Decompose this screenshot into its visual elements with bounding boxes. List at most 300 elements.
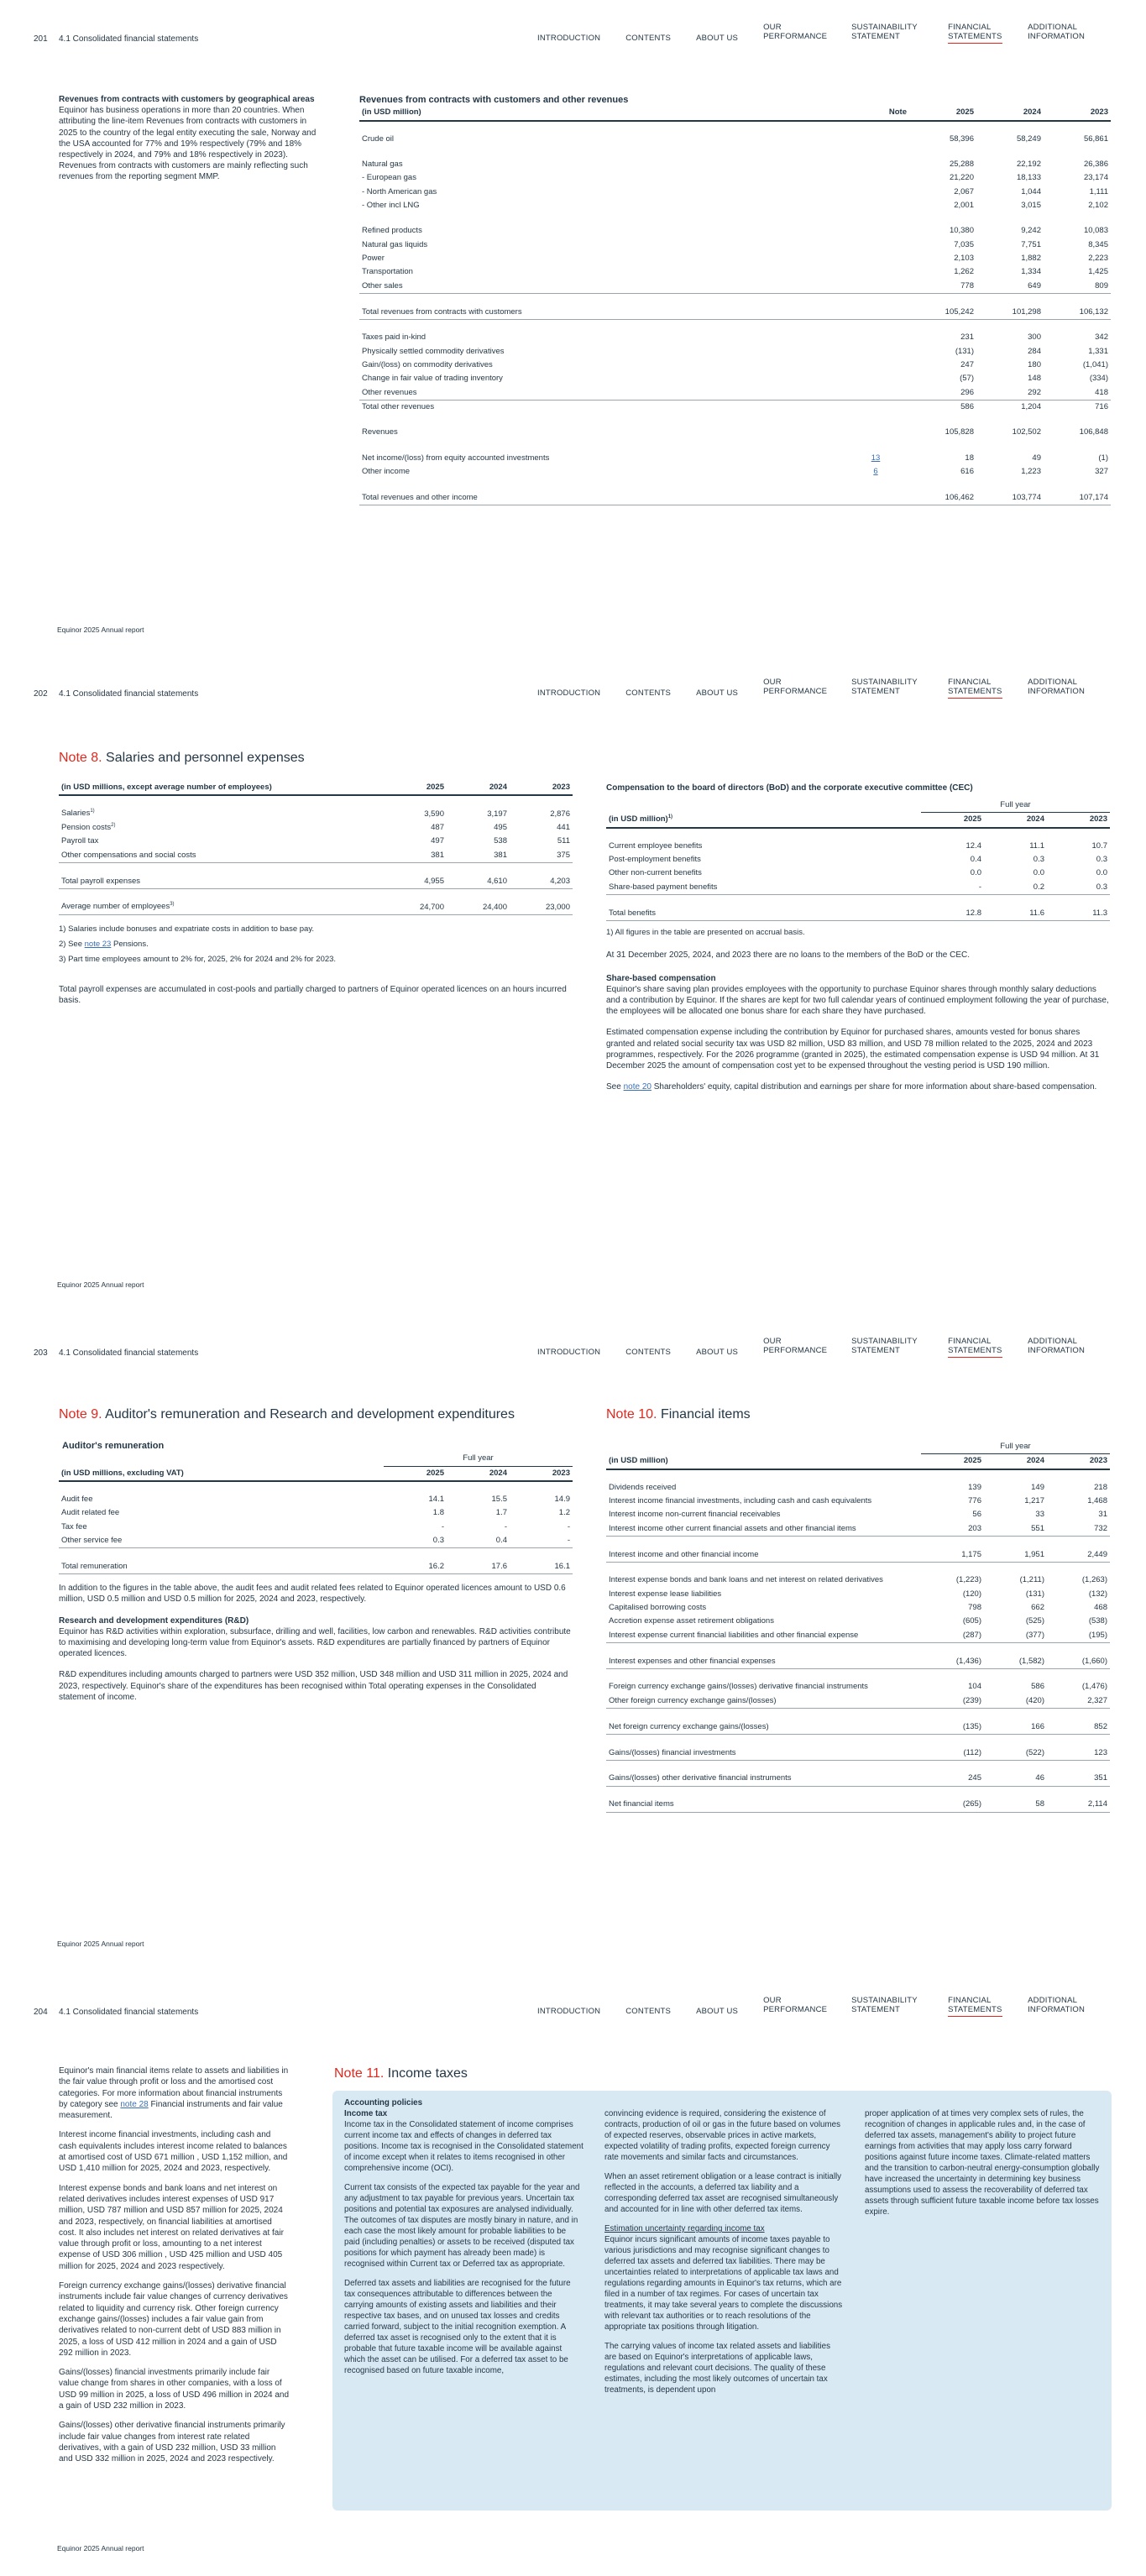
fin-text-5: Gains/(losses) financial investments primarily include fair value change from shares in other companies, with a loss of USD 99 million in 2025, a loss of USD 496 million in 2024 and a gain of USD 232 million in 2023. (59, 2368, 290, 2411)
tax-text-5: When an asset retirement obligation or a lease contract is initially reflected in the accounts, a deferred tax liability and a corresponding deferred tax asset are recognised simultaneously and accounted for in line with other deferred tax items. (604, 2172, 842, 2215)
cell-value: 292 (976, 386, 1044, 401)
cell-value: (1,660) (1047, 1655, 1110, 1669)
cell-value: 22,192 (1016, 159, 1041, 169)
row-label: Share-based payment benefits (606, 881, 921, 895)
footnote-3: 3) Part time employees amount to 2% for, 2025, 2% for 2024 and 2% for 2023. (59, 954, 337, 964)
note-header: Note (842, 106, 909, 120)
row-label: Transportation (362, 267, 413, 277)
cell-value: 495 (494, 823, 507, 832)
cell-value: 106,848 (1079, 427, 1108, 437)
row-label: Dividends received (609, 1482, 677, 1492)
geo-text: Equinor has business operations in more than 20 countries. When attributing the line-item Revenues from contracts with customers in 2025 to the country of the legal entity executing the sale, Norway and the USA accounted for 77% and 19% respectively (79% and 18% respectively in 2024, and 79% and 18% respectively in 2023). Revenues from contracts with customers are mainly reflecting such revenues from the reporting segment MMP. (59, 106, 317, 182)
year-header: 2024 (447, 781, 510, 795)
spacer-row (59, 1548, 573, 1560)
cell-value: (132) (1088, 1589, 1107, 1599)
table-row (359, 345, 1111, 359)
cell-value: 809 (1044, 280, 1111, 294)
row-label: Salaries$^{1)}$ (61, 809, 95, 819)
table-row (606, 1720, 1110, 1735)
cell-value: 7,751 (1021, 239, 1041, 249)
table-row (59, 1534, 573, 1548)
geo-title: Revenues from contracts with customers by geographical areas (59, 95, 315, 104)
table-row (606, 1573, 1110, 1587)
nav-sustainability-statement[interactable]: SUSTAINABILITY STATEMENT (851, 1996, 918, 2014)
page-number: 203 (34, 1348, 48, 1358)
row-label: Change in fair value of trading inventory (362, 374, 503, 384)
cell-value (842, 252, 909, 265)
spacer-row (606, 1469, 1110, 1481)
cell-value: 0.0 (1033, 868, 1044, 878)
cell-value: 166 (984, 1720, 1047, 1735)
cell-value: 14.1 (428, 1494, 444, 1504)
nav-our-performance[interactable]: OUR PERFORMANCE (763, 678, 828, 696)
table-row (606, 1495, 1110, 1508)
note-title: Auditor's remuneration and Research and development expenditures (105, 1407, 515, 1422)
cell-value: (377) (984, 1629, 1047, 1643)
cell-value (842, 426, 909, 439)
footer: Equinor 2025 Annual report (57, 626, 144, 634)
table-row (606, 1601, 1110, 1615)
nav-our-performance[interactable]: OUR PERFORMANCE (763, 23, 828, 41)
row-label: Current employee benefits (609, 840, 703, 851)
note-11-heading (334, 2066, 468, 2083)
spacer-row (606, 895, 1110, 907)
year-header: 2024 (976, 106, 1044, 120)
nav-introduction[interactable]: INTRODUCTION (537, 689, 601, 698)
row-label: Net foreign currency exchange gains/(losses) (606, 1720, 921, 1735)
cell-value: 0.3 (1047, 881, 1110, 895)
table-row (606, 1655, 1110, 1669)
year-header: 2024 (984, 1454, 1047, 1469)
row-label: Gains/(losses) other derivative financial instruments (606, 1772, 921, 1786)
cost-pool-text: Total payroll expenses are accumulated in cost-pools and partially charged to partners of Equinor operated licences on an hours incurred basis. (59, 985, 567, 1006)
row-label: Other compensations and social costs (59, 849, 384, 863)
cell-value: 231 (960, 332, 974, 343)
tax-text-8: proper application of at times very complex sets of rules, the recognition of changes in applicable rules and, in the case of deferred tax assets, management's ability to project future earnings from activities that may apply loss carry forward positions against future income taxes. Climate-related matters and the transition to carbon-neutral energy-consumption globally have increased the uncertainty in determining key business assumptions used to assess the recoverability of deferred tax assets through sufficient future taxable income before tax losses expire. (865, 2109, 1100, 2217)
table-row (59, 1560, 573, 1574)
nav-introduction[interactable]: INTRODUCTION (537, 34, 601, 43)
cell-value (842, 186, 909, 199)
row-label: Total revenues and other income (359, 491, 842, 505)
cell-value: 0.4 (970, 855, 981, 865)
table-row (59, 875, 573, 889)
cell-value: - (504, 1521, 507, 1531)
year-header: 2024 (984, 813, 1047, 828)
spacer-row (606, 1709, 1110, 1720)
year-header: 2025 (921, 813, 984, 828)
rd-text-2: R&D expenditures including amounts charged to partners were USD 352 million, USD 348 million and USD 311 million in 2025, 2024 and 2023, respectively. Equinor's share of the expenditures has been recognised within Total operating expenses in the Consolidated statement of income. (59, 1670, 568, 1702)
cell-value: 1,111 (1089, 186, 1108, 196)
nav-about-us[interactable]: ABOUT US (696, 34, 739, 43)
table-row (359, 359, 1111, 372)
cell-value: 649 (976, 280, 1044, 294)
cell-value: 14.9 (554, 1494, 570, 1504)
full-year-label: Full year (921, 1440, 1110, 1454)
table-row (359, 386, 1111, 401)
note-number: Note 11. (334, 2066, 385, 2081)
cell-value: 1,425 (1088, 267, 1108, 277)
cell-value: 852 (1047, 1720, 1110, 1735)
nav-our-performance[interactable]: OUR PERFORMANCE (763, 1337, 828, 1355)
table-row (359, 186, 1111, 199)
page-202 (0, 655, 1146, 1310)
nav-financial-statements[interactable]: FINANCIAL STATEMENTS (948, 1997, 1002, 2017)
row-label: Other service fee (59, 1534, 384, 1548)
cell-value: 148 (1028, 374, 1041, 384)
cell-value (842, 331, 909, 344)
nav-about-us[interactable]: ABOUT US (696, 2007, 739, 2016)
spacer-row (606, 1760, 1110, 1772)
note-23-link[interactable]: note 23 (84, 939, 112, 949)
cell-value (842, 345, 909, 359)
cell-value: (522) (984, 1746, 1047, 1761)
cell-value: 31 (1098, 1510, 1107, 1520)
accounting-policies-title: Accounting policies (344, 2098, 423, 2107)
spacer-row (59, 1481, 573, 1493)
cell-value: (605) (962, 1616, 981, 1626)
cell-value: 21,220 (949, 173, 974, 183)
unit-header: (in USD million) (359, 106, 842, 120)
row-label: Refined products (362, 226, 422, 236)
cell-value: 10,380 (949, 226, 974, 236)
cell-value (842, 306, 909, 320)
nav-contents[interactable]: CONTENTS (625, 34, 672, 43)
table-row (359, 199, 1111, 212)
nav-about-us[interactable]: ABOUT US (696, 1348, 739, 1357)
row-label: - North American gas (362, 186, 437, 196)
cell-value: (1,263) (1081, 1575, 1107, 1585)
cell-value: 284 (1028, 346, 1041, 356)
cell-value: 1,334 (1021, 267, 1041, 277)
cell-value: 0.3 (1033, 855, 1044, 865)
fin-text-4: Foreign currency exchange gains/(losses) derivative financial instruments include fair value changes of currency derivatives related to liquidity and currency risk. Other foreign currency exchange gains/(losses) includes a fair value gain from derivatives related to non-current debt of USD 883 million in 2025, a loss of USD 412 million in 2024 and a gain of USD 292 million in 2023. (59, 2281, 288, 2358)
cell-value: (420) (984, 1694, 1047, 1709)
row-label: Other revenues (359, 386, 842, 401)
spacer-row (359, 146, 1111, 158)
year-header: 2023 (1044, 106, 1111, 120)
table-row (606, 1772, 1110, 1786)
year-header: 2025 (384, 1466, 447, 1481)
note-link[interactable]: 6 (873, 467, 878, 477)
cell-value (842, 238, 909, 252)
row-label: Natural gas (362, 159, 403, 169)
row-label: - European gas (362, 173, 416, 183)
cell-value: 23,000 (510, 900, 573, 914)
unit-header: (in USD million)$^{1)}$ (606, 813, 921, 828)
cell-value: 586 (1031, 1682, 1044, 1692)
section-title: 4.1 Consolidated financial statements (59, 34, 199, 44)
cell-value: 24,700 (384, 900, 447, 914)
cell-value: 441 (557, 823, 570, 832)
cell-value: 351 (1047, 1772, 1110, 1786)
cell-value: 103,774 (976, 491, 1044, 505)
row-label: Interest income non-current financial receivables (609, 1510, 781, 1520)
spacer-row (606, 1537, 1110, 1548)
cell-value: 11.6 (984, 907, 1047, 921)
cell-value: 180 (1028, 360, 1041, 370)
row-label: Other sales (359, 280, 842, 294)
table-row (606, 853, 1110, 867)
tax-text-3: Deferred tax assets and liabilities are recognised for the future tax consequences attributable to differences between the carrying amounts of existing assets and liabilities and their respective tax bases, and on unused tax losses and credits carried forward, subject to the initial recognition exemption. A deferred tax asset is recognised only to the extent that it is probable that future taxable income will be available against which the asset can be utilised. For a deferred tax asset to be recognised based on future taxable income, (344, 2279, 571, 2376)
row-label: Power (362, 254, 385, 264)
nav-contents[interactable]: CONTENTS (625, 2007, 672, 2016)
cell-value: 10,083 (1083, 226, 1108, 236)
year-header: 2025 (921, 1454, 984, 1469)
row-label: Revenues (362, 427, 398, 437)
table-row (359, 452, 1111, 465)
row-label: Interest expense bonds and bank loans and net interest on related derivatives (609, 1575, 883, 1585)
full-year-label: Full year (921, 798, 1110, 813)
nav-introduction[interactable]: INTRODUCTION (537, 1348, 601, 1357)
cell-value: (1) (1098, 453, 1108, 463)
note-title: Income taxes (387, 2066, 468, 2081)
nav-financial-statements[interactable]: FINANCIAL STATEMENTS (948, 1338, 1002, 1358)
table-row (59, 849, 573, 863)
cell-value: 1,204 (1021, 402, 1041, 412)
nav-our-performance[interactable]: OUR PERFORMANCE (763, 1996, 828, 2014)
note-link[interactable]: 13 (871, 453, 881, 463)
tax-text-6: Equinor incurs significant amounts of income taxes payable to various jurisdictions and may recognise significant changes to deferred tax assets and deferred tax liabilities. There may be uncertainties related to interpretations of applicable tax laws and regulations regarding amounts in Equinor's tax returns, which are filed in a number of tax regimes. For cases of uncertain tax treatments, it may take several years to complete the discussions with relevant tax authorities or to reach resolutions of the appropriate tax positions through litigation. (604, 2235, 843, 2333)
table-row (359, 280, 1111, 294)
row-label: Average number of employees$^{3)}$ (59, 900, 384, 914)
cell-value: 102,502 (1012, 427, 1041, 437)
row-label: Interest expense lease liabilities (609, 1589, 722, 1599)
note-20-link[interactable]: note 20 (623, 1082, 651, 1092)
cell-value: 778 (909, 280, 976, 294)
cell-value (842, 491, 909, 505)
nav-financial-statements[interactable]: FINANCIAL STATEMENTS (948, 24, 1002, 44)
cell-value: 11.1 (1029, 840, 1044, 851)
cell-value: 381 (384, 849, 447, 863)
row-label: Net financial items (606, 1798, 921, 1812)
cell-value: 12.8 (921, 907, 984, 921)
row-label: Audit fee (61, 1494, 93, 1504)
full-year-label: Full year (384, 1452, 573, 1466)
tax-text-7: The carrying values of income tax related assets and liabilities are based on Equinor's interpretations of applicable laws, regulations and relevant court decisions. The quality of these estimates, including the most likely outcomes of uncertain tax treatments, is dependent upon (604, 2342, 831, 2395)
cell-value: 1,223 (1021, 467, 1041, 477)
table-row (359, 331, 1111, 344)
fin-text-1: Equinor's main financial items relate to assets and liabilities in the fair value through profit or loss and the amortised cost categories. For more information about financial instruments by category see note 28 Financial instruments and fair value measurement. (59, 2066, 289, 2121)
row-label: Other non-current benefits (609, 868, 702, 878)
cell-value: 7,035 (954, 239, 974, 249)
cell-value: 2,067 (954, 186, 974, 196)
cell-value: 2,103 (954, 254, 974, 264)
cell-value: 551 (984, 1522, 1047, 1537)
row-label: Total benefits (606, 907, 921, 921)
table-row (359, 306, 1111, 320)
cell-value: 342 (1095, 332, 1108, 343)
year-header: 2023 (1047, 1454, 1110, 1469)
nav-sustainability-statement[interactable]: SUSTAINABILITY STATEMENT (851, 1337, 918, 1355)
year-header: 2023 (1047, 813, 1110, 828)
note-8-heading (59, 750, 305, 767)
cell-value: 17.6 (447, 1560, 510, 1574)
spacer-row (606, 1562, 1110, 1573)
cell-value: 1,044 (1021, 186, 1041, 196)
cell-value (842, 158, 909, 171)
table-row (606, 1615, 1110, 1628)
fin-text-2: Interest income financial investments, including cash and cash equivalents includes interest income related to balances at amortised cost of USD 671 million , USD 1,152 million, and USD 1,410 million for 2025, 2024 and 2023, respectively. (59, 2130, 288, 2174)
cell-value: 0.4 (447, 1534, 510, 1548)
row-label: Tax fee (61, 1521, 87, 1531)
spacer-row (359, 414, 1111, 426)
cell-value: (265) (921, 1798, 984, 1812)
note-28-link[interactable]: note 28 (120, 2099, 149, 2109)
cell-value: 732 (1047, 1522, 1110, 1537)
auditor-text: In addition to the figures in the table above, the audit fees and audit related fees related to Equinor operated licences amount to USD 0.6 million, USD 0.5 million and USD 0.5 million for 2025, 2024 and 2023, respectively. (59, 1584, 566, 1605)
table-row (359, 224, 1111, 238)
row-label: Physically settled commodity derivatives (362, 346, 505, 356)
salaries-table (59, 781, 573, 915)
section-title: 4.1 Consolidated financial statements (59, 689, 199, 699)
table-row (606, 1798, 1110, 1812)
row-label: Other foreign currency exchange gains/(losses) (606, 1694, 921, 1709)
spacer-row (359, 440, 1111, 452)
page-number: 201 (34, 34, 48, 44)
page-number: 204 (34, 2008, 48, 2017)
table-row (606, 1694, 1110, 1709)
row-label: Interest income financial investments, including cash and cash equivalents (609, 1496, 872, 1506)
footer: Equinor 2025 Annual report (57, 2544, 144, 2552)
cell-value: 18 (965, 453, 974, 463)
cell-value: 56,861 (1083, 134, 1108, 144)
table-row (359, 491, 1111, 505)
cell-value: (1,223) (955, 1575, 981, 1585)
cell-value: 716 (1095, 402, 1108, 412)
table-row (606, 1548, 1110, 1563)
row-label: Audit related fee (61, 1508, 120, 1518)
cell-value: 381 (447, 849, 510, 863)
page-number: 202 (34, 689, 48, 699)
table-row (59, 1493, 573, 1506)
cell-value: 18,133 (1016, 173, 1041, 183)
cell-value: 776 (968, 1496, 981, 1506)
row-label: Other income (362, 467, 411, 477)
cell-value: 101,298 (976, 306, 1044, 320)
row-label: Total other revenues (362, 402, 435, 412)
cell-value: 3,197 (487, 809, 507, 819)
cell-value: 2,876 (550, 809, 570, 819)
fin-text-3: Interest expense bonds and bank loans and net interest on related derivatives includes interest expenses of USD 917 million, USD 787 million and USD 857 million for 2025, 2024 and 2023, respectively, on financial liabilities at amortised cost. It also includes net interest on related derivatives at fair value through profit or loss, amounting to a net interest expense of USD 306 million , USD 425 million and USD 405 million for 2025, 2024 and 2023 respectively. (59, 2183, 284, 2271)
cell-value: 2,449 (1047, 1548, 1110, 1563)
auditor-table (59, 1452, 573, 1574)
page-204 (0, 1973, 1146, 2576)
spacer-row (359, 479, 1111, 491)
table-row (606, 1629, 1110, 1643)
row-label: Crude oil (362, 134, 395, 144)
nav-additional-information[interactable]: ADDITIONAL INFORMATION (1028, 23, 1086, 41)
nav-sustainability-statement[interactable]: SUSTAINABILITY STATEMENT (851, 23, 918, 41)
cell-value: 25,288 (949, 159, 974, 169)
cell-value: 616 (960, 467, 974, 477)
row-label: Capitalised borrowing costs (609, 1603, 707, 1613)
note-number: Note 8. (59, 751, 102, 765)
tax-text-4: convincing evidence is required, considering the existence of contracts, production of oil or gas in the future based on volumes of expected reserves, observable prices in active markets, expected volatility of trading profits, expected foreign currency rate movements and similar facts and circumstances. (604, 2109, 841, 2163)
table-row (359, 133, 1111, 146)
cell-value: 300 (1028, 332, 1041, 343)
unit-header: (in USD millions, except average number of employees) (59, 781, 384, 795)
row-label: Net income/(loss) from equity accounted investments (362, 453, 550, 463)
cell-value: 4,610 (447, 875, 510, 889)
cell-value: (1,476) (1081, 1682, 1107, 1692)
nav-additional-information[interactable]: ADDITIONAL INFORMATION (1028, 1996, 1086, 2014)
cell-value: (538) (1088, 1616, 1107, 1626)
row-label: Interest income and other financial income (606, 1548, 921, 1563)
nav-additional-information[interactable]: ADDITIONAL INFORMATION (1028, 678, 1086, 696)
nav-about-us[interactable]: ABOUT US (696, 689, 739, 698)
rd-title: Research and development expenditures (R&D) (59, 1615, 249, 1626)
cell-value: 58,249 (1016, 134, 1041, 144)
income-tax-title: Income tax (344, 2109, 388, 2119)
spacer-row (606, 1668, 1110, 1680)
table-row (59, 821, 573, 835)
cell-value: (195) (1047, 1629, 1110, 1643)
spacer-row (606, 828, 1110, 840)
footer: Equinor 2025 Annual report (57, 1940, 144, 1948)
page-203 (0, 1314, 1146, 1969)
cell-value: (525) (1025, 1616, 1044, 1626)
spacer-row (606, 1786, 1110, 1798)
cell-value: 1,262 (954, 267, 974, 277)
nav-contents[interactable]: CONTENTS (625, 689, 672, 698)
cell-value: 23,174 (1083, 173, 1108, 183)
top-navigation (537, 1338, 1116, 1358)
cell-value: 104 (968, 1682, 981, 1692)
unit-header: (in USD million) (606, 1454, 921, 1469)
cell-value: 1,331 (1088, 346, 1108, 356)
nav-additional-information[interactable]: ADDITIONAL INFORMATION (1028, 1337, 1086, 1355)
fin-text-6: Gains/(losses) other derivative financial instruments primarily include fair value changes from interest rate related derivatives, with a gain of USD 232 million, USD 33 million and USD 332 million in 2025, 2024 and 2023 respectively. (59, 2421, 285, 2464)
cell-value: 0.0 (970, 868, 981, 878)
nav-financial-statements[interactable]: FINANCIAL STATEMENTS (948, 678, 1002, 699)
cell-value: 296 (909, 386, 976, 401)
cell-value: 468 (1094, 1603, 1107, 1613)
table-row (359, 465, 1111, 479)
footnote-1: 1) Salaries include bonuses and expatriate costs in addition to base pay. (59, 924, 315, 934)
tax-text-2: Current tax consists of the expected tax payable for the year and any adjustment to tax payable for previous years. Uncertain tax positions and potential tax exposures are analysed individually. The outcomes of tax disputes are mostly binary in nature, and in each case the most likely amount for probable liabilities to be paid (including penalties) or assets to be received (disputed tax positions for which payment has already been made) is recognised within Current tax or Deferred tax as appropriate. (344, 2183, 580, 2270)
cell-value: (131) (1025, 1589, 1044, 1599)
table-row (606, 907, 1110, 921)
cell-value: 375 (510, 849, 573, 863)
table-row (606, 1680, 1110, 1694)
auditor-table-title: Auditor's remuneration (62, 1441, 165, 1451)
spacer-row (606, 1735, 1110, 1746)
nav-contents[interactable]: CONTENTS (625, 1348, 672, 1357)
cell-value: (287) (921, 1629, 984, 1643)
nav-sustainability-statement[interactable]: SUSTAINABILITY STATEMENT (851, 678, 918, 696)
cell-value: 218 (1094, 1482, 1107, 1492)
cell-value: 123 (1047, 1746, 1110, 1761)
cell-value: 203 (921, 1522, 984, 1537)
cell-value: 149 (1031, 1482, 1044, 1492)
row-label: Foreign currency exchange gains/(losses) derivative financial instruments (609, 1682, 868, 1692)
row-label: Total remuneration (59, 1560, 384, 1574)
cell-value: (1,582) (984, 1655, 1047, 1669)
top-navigation (537, 1997, 1116, 2017)
table-row (59, 1521, 573, 1534)
cell-value: 798 (968, 1603, 981, 1613)
spacer-row (59, 795, 573, 807)
row-label: Gains/(losses) financial investments (606, 1746, 921, 1761)
cell-value: 16.1 (510, 1560, 573, 1574)
nav-introduction[interactable]: INTRODUCTION (537, 2007, 601, 2016)
cell-value: (1,436) (921, 1655, 984, 1669)
cell-value (842, 372, 909, 385)
row-label: Post-employment benefits (609, 855, 701, 865)
cell-value: 11.3 (1047, 907, 1110, 921)
cell-value: 327 (1095, 467, 1108, 477)
cell-value: 26,386 (1083, 159, 1108, 169)
